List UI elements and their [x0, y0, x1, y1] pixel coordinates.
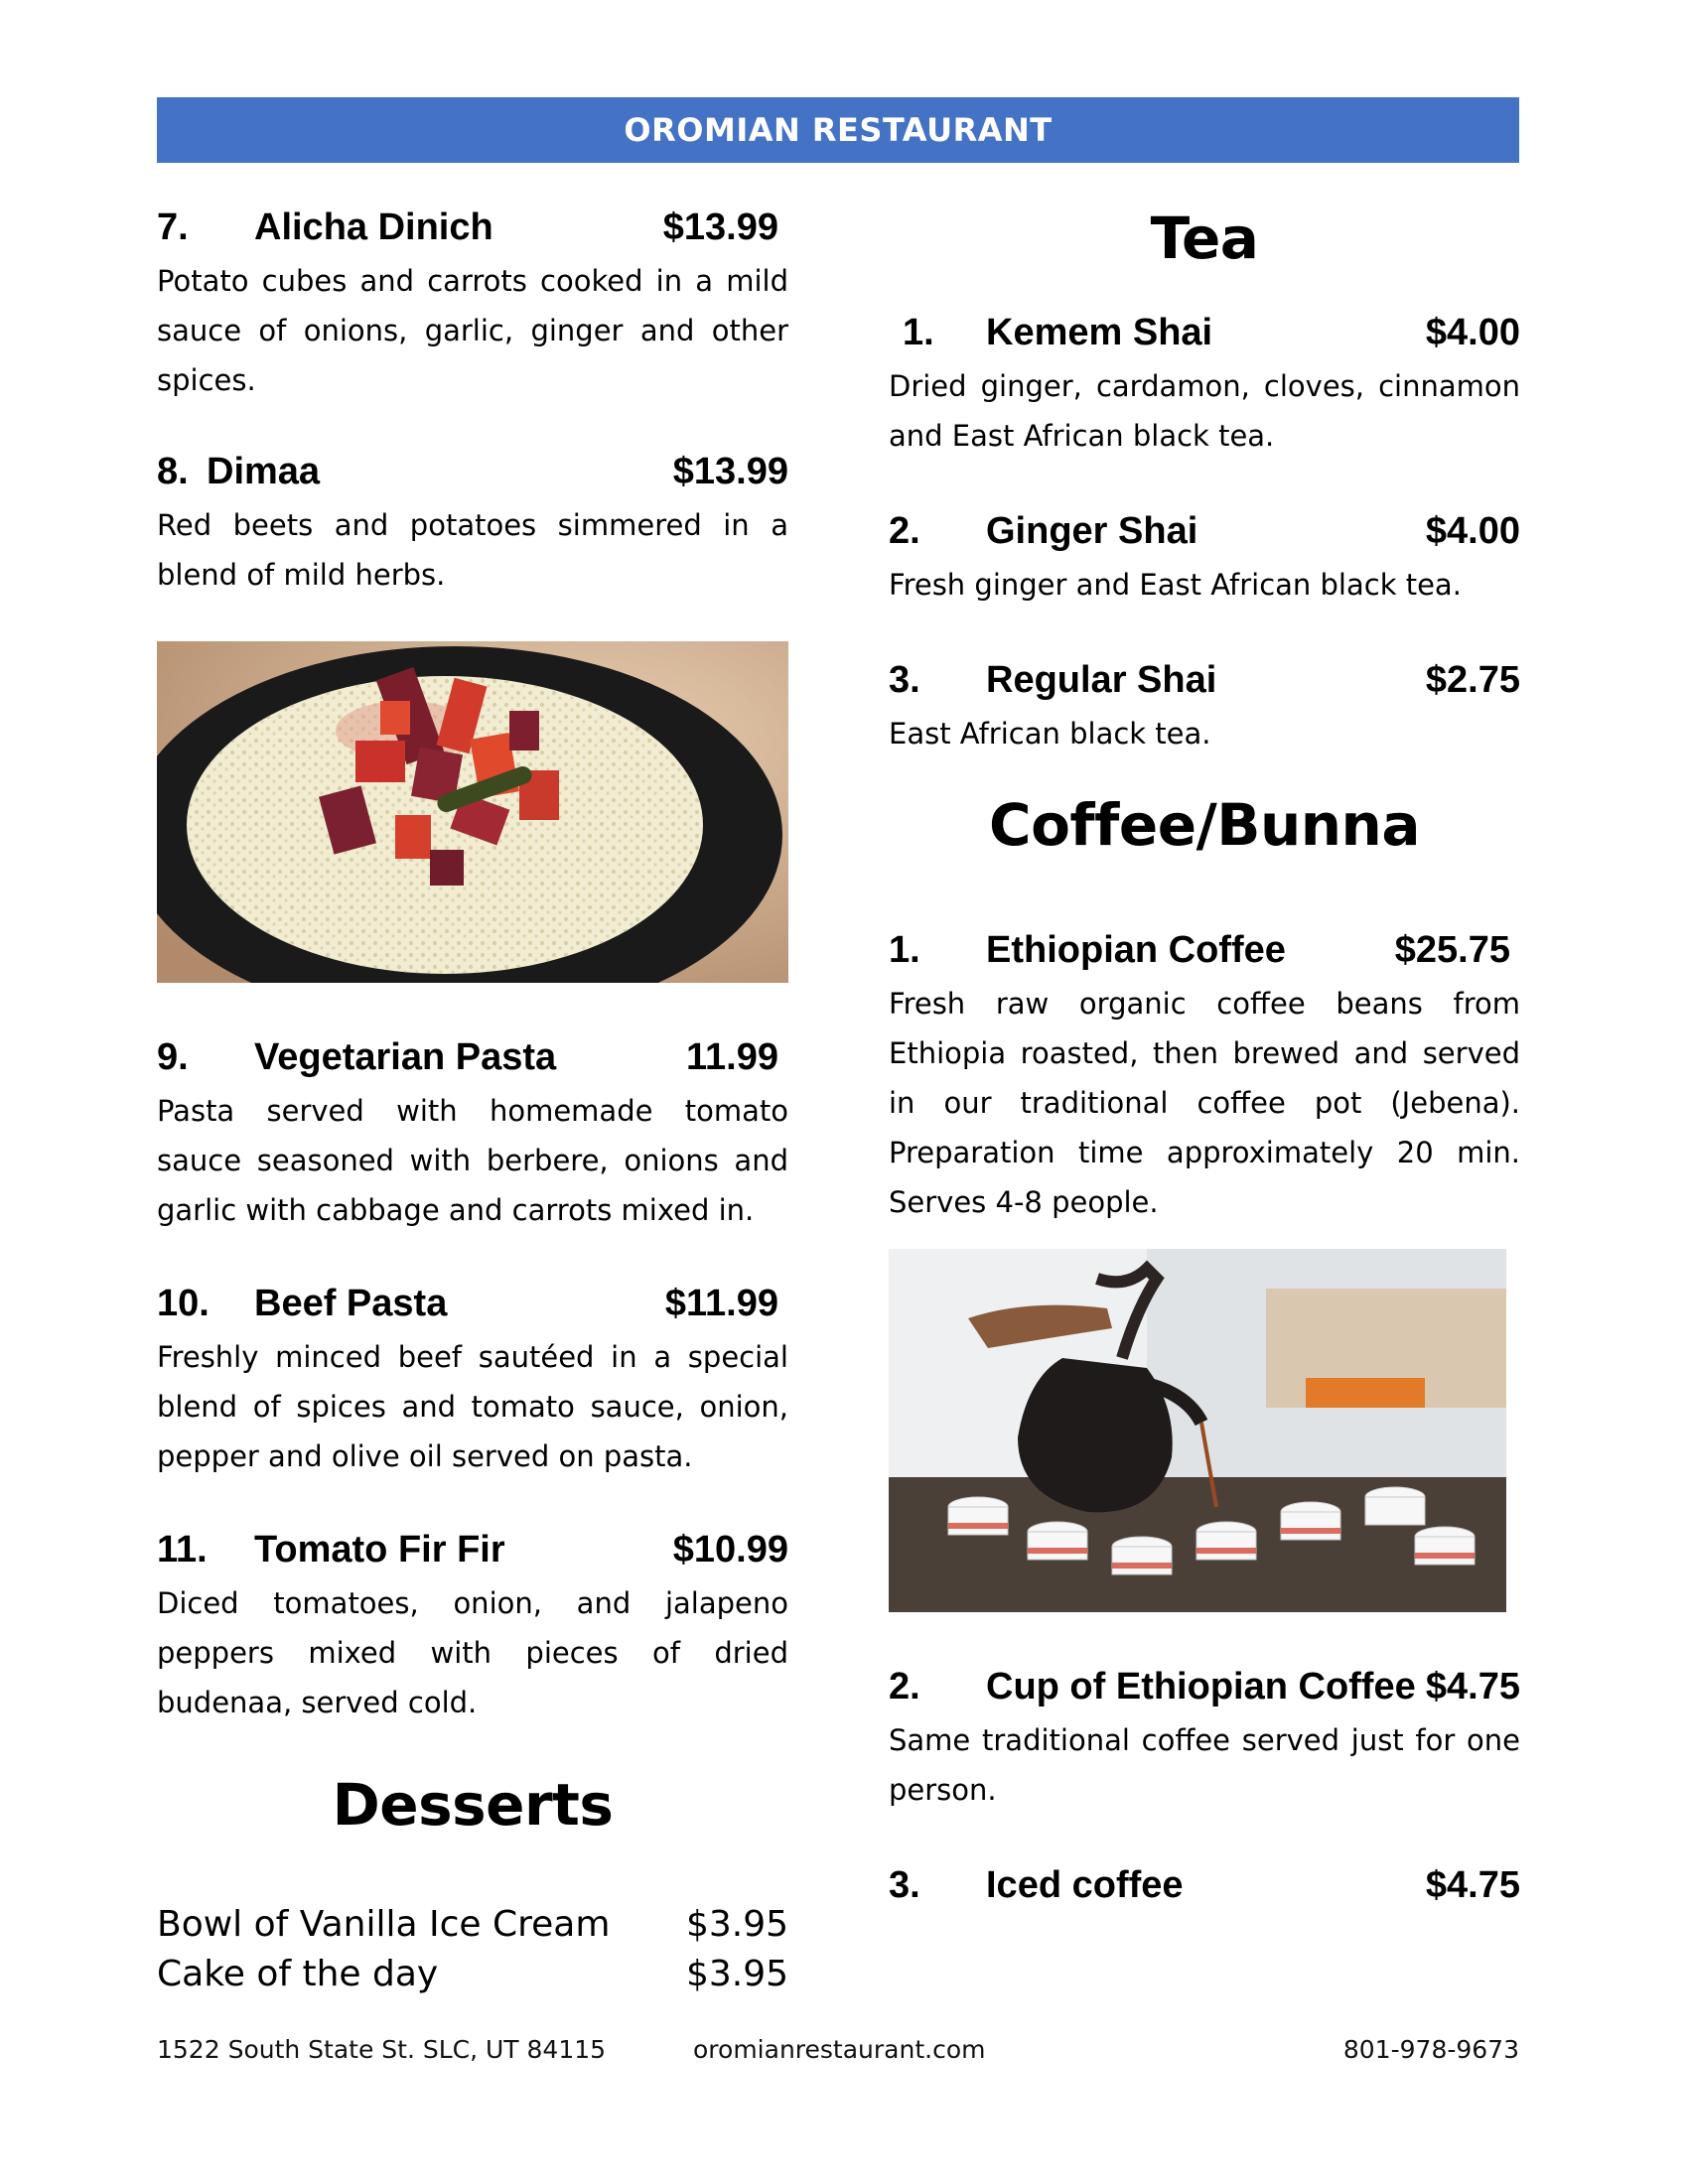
- item-price: $4.75: [1425, 1864, 1520, 1906]
- footer: [157, 2035, 1519, 2075]
- dimaa-dish-photo: [157, 641, 788, 983]
- item-number: 1.: [903, 312, 934, 353]
- menu-item-ethiopian-coffee: [889, 921, 1520, 1249]
- item-description: Pasta served with homemade tomato sauce seasoned with berbere, onions and garlic with cabbage and carrots mixed in.: [157, 1094, 788, 1227]
- menu-item-alicha-dinich: [157, 199, 788, 443]
- item-description: Diced tomatoes, onion, and jalapeno peppers mixed with pieces of dried budenaa, served cold.: [157, 1586, 788, 1719]
- item-description: East African black tea.: [889, 717, 1211, 751]
- item-price: $13.99: [662, 206, 778, 248]
- item-description: Same traditional coffee served just for one person.: [889, 1723, 1520, 1807]
- item-price: $10.99: [672, 1529, 788, 1570]
- item-name: Alicha Dinich: [254, 206, 493, 248]
- item-name: Dimaa: [207, 451, 321, 492]
- menu-item-regular-shai: [889, 651, 1520, 780]
- item-description: Freshly minced beef sautéed in a special blend of spices and tomato sauce, onion, pepper and olive oil served on pasta.: [157, 1340, 788, 1473]
- item-number: 2.: [889, 1666, 920, 1707]
- restaurant-title: OROMIAN RESTAURANT: [624, 111, 1053, 149]
- item-price: 11.99: [686, 1036, 778, 1078]
- jebena-coffee-photo: [889, 1249, 1506, 1612]
- item-name: Iced coffee: [986, 1864, 1184, 1906]
- item-name: Kemem Shai: [986, 312, 1213, 353]
- dessert-price: $3.95: [685, 1954, 788, 1994]
- item-name: Tomato Fir Fir: [254, 1529, 505, 1570]
- item-name: Cup of Ethiopian Coffee: [986, 1666, 1416, 1707]
- coffee-heading: Coffee/Bunna: [989, 791, 1420, 859]
- menu-item-tomato-fir-fir: [157, 1521, 788, 1765]
- item-price: $11.99: [664, 1283, 778, 1324]
- right-column: [889, 199, 1520, 1916]
- item-description: Fresh raw organic coffee beans from Ethiopia roasted, then brewed and served in our traditional coffee pot (Jebena). Preparation time approximately 20 min. Serves 4-8 people.: [889, 987, 1520, 1219]
- item-number: 1.: [889, 929, 920, 971]
- menu-item-iced-coffee: [889, 1856, 1520, 1916]
- restaurant-title-banner: [157, 97, 1519, 163]
- item-name: Regular Shai: [986, 659, 1217, 701]
- item-number: 7.: [157, 206, 189, 248]
- item-description: Potato cubes and carrots cooked in a mild sauce of onions, garlic, ginger and other spices.: [157, 264, 788, 397]
- item-number: 3.: [889, 659, 920, 701]
- menu-item-beef-pasta: [157, 1275, 788, 1521]
- footer-address: 1522 South State St. SLC, UT 84115: [157, 2035, 607, 2064]
- item-name: Beef Pasta: [254, 1283, 448, 1324]
- tea-heading: Tea: [1150, 205, 1259, 272]
- item-price: $4.75: [1425, 1666, 1520, 1707]
- item-number: 9.: [157, 1036, 189, 1078]
- menu-item-cup-of-ethiopian-coffee: [889, 1658, 1520, 1856]
- menu-item-kemem-shai: [889, 304, 1520, 502]
- footer-phone[interactable]: 801-978-9673: [1342, 2035, 1519, 2064]
- item-description: Fresh ginger and East African black tea.: [889, 568, 1462, 602]
- item-description: Red beets and potatoes simmered in a blend of mild herbs.: [157, 508, 788, 592]
- item-number: 10.: [157, 1283, 210, 1324]
- desserts-heading: Desserts: [332, 1771, 614, 1839]
- item-price: $25.75: [1394, 929, 1510, 971]
- item-price: $2.75: [1425, 659, 1520, 701]
- item-price: $13.99: [672, 451, 788, 492]
- left-column: [157, 199, 788, 1999]
- menu-item-ginger-shai: [889, 502, 1520, 651]
- item-number: 8.: [157, 451, 189, 492]
- menu-item-vegetarian-pasta: [157, 1028, 788, 1275]
- menu-item-dimaa: [157, 443, 788, 615]
- item-number: 3.: [889, 1864, 920, 1906]
- item-name: Vegetarian Pasta: [254, 1036, 557, 1078]
- dessert-item: [157, 1950, 788, 1999]
- item-name: Ethiopian Coffee: [986, 929, 1286, 971]
- dessert-price: $3.95: [685, 1904, 788, 1945]
- item-price: $4.00: [1425, 312, 1520, 353]
- dessert-name: Bowl of Vanilla Ice Cream: [157, 1904, 611, 1945]
- item-number: 11.: [157, 1529, 208, 1570]
- item-description: Dried ginger, cardamon, cloves, cinnamon and East African black tea.: [889, 369, 1520, 453]
- dessert-name: Cake of the day: [157, 1954, 439, 1994]
- item-price: $4.00: [1425, 510, 1520, 552]
- dessert-item: [157, 1900, 788, 1950]
- item-number: 2.: [889, 510, 920, 552]
- footer-website[interactable]: oromianrestaurant.com: [693, 2035, 986, 2064]
- item-name: Ginger Shai: [986, 510, 1198, 552]
